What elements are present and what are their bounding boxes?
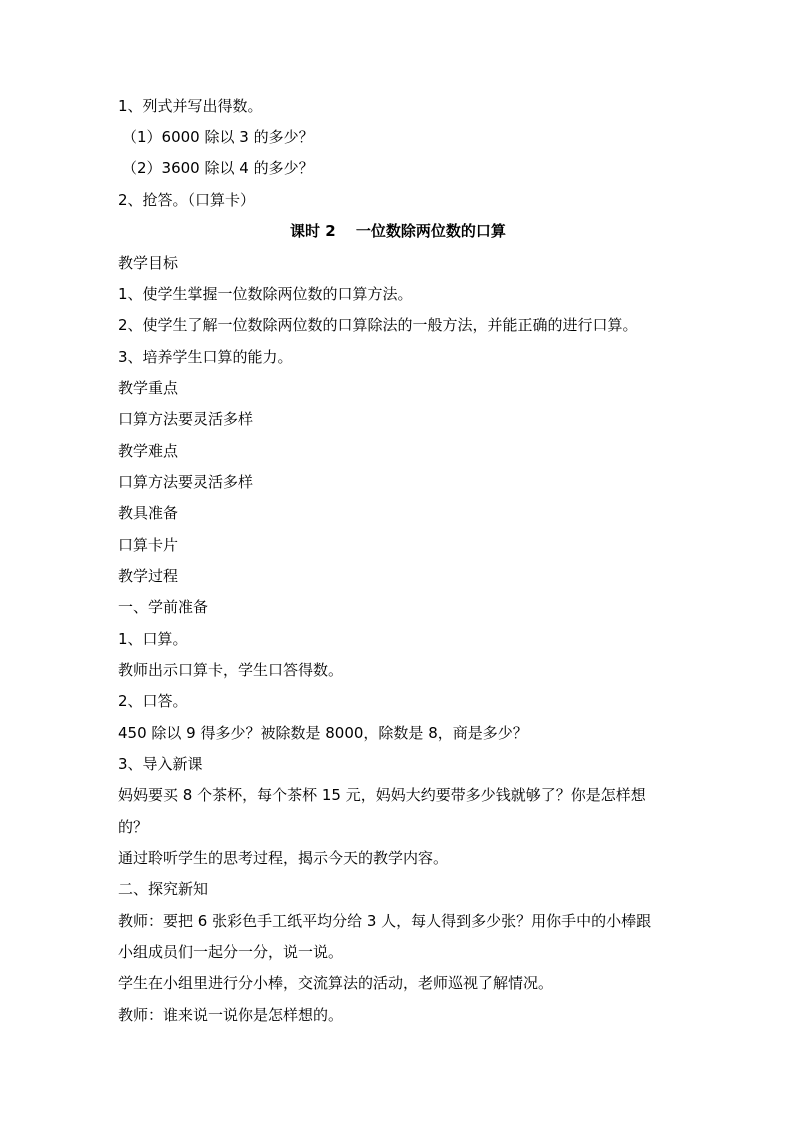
section-heading-goals: 教学目标 bbox=[118, 254, 179, 272]
goal-item-3: 3、培养学生口算的能力。 bbox=[118, 348, 293, 366]
process-step-3-text-line-1: 妈妈要买 8 个茶杯，每个茶杯 15 元，妈妈大约要带多少钱就够了？你是怎样想 bbox=[118, 786, 646, 804]
section-heading-materials: 教具准备 bbox=[118, 504, 179, 522]
explore-text-line-3: 学生在小组里进行分小棒，交流算法的活动，老师巡视了解情况。 bbox=[118, 974, 554, 992]
process-step-2-text: 450 除以 9 得多少？被除数是 8000，除数是 8，商是多少？ bbox=[118, 724, 528, 742]
process-step-2: 2、口答。 bbox=[118, 692, 188, 710]
explore-text-line-1: 教师：要把 6 张彩色手工纸平均分给 3 人，每人得到多少张？用你手中的小棒跟 bbox=[118, 912, 652, 930]
process-step-1-text: 教师出示口算卡，学生口答得数。 bbox=[118, 661, 344, 679]
process-part-2-heading: 二、探究新知 bbox=[118, 880, 209, 898]
key-points-text: 口算方法要灵活多样 bbox=[118, 410, 254, 428]
process-step-3: 3、导入新课 bbox=[118, 755, 203, 773]
materials-text: 口算卡片 bbox=[118, 536, 179, 554]
process-step-1: 1、口算。 bbox=[118, 630, 188, 648]
section-heading-difficulties: 教学难点 bbox=[118, 442, 179, 460]
goal-item-2: 2、使学生了解一位数除两位数的口算除法的一般方法，并能正确的进行口算。 bbox=[118, 316, 638, 334]
exercise-1-heading: 1、列式并写出得数。 bbox=[118, 97, 263, 115]
explore-text-line-2: 小组成员们一起分一分，说一说。 bbox=[118, 943, 344, 961]
process-step-3-summary: 通过聆听学生的思考过程，揭示今天的教学内容。 bbox=[118, 849, 449, 867]
section-heading-key-points: 教学重点 bbox=[118, 379, 179, 397]
exercise-1-item-2: （2）3600 除以 4 的多少？ bbox=[122, 159, 314, 177]
explore-text-line-4: 教师：谁来说一说你是怎样想的。 bbox=[118, 1006, 344, 1024]
lesson-title: 课时 2 一位数除两位数的口算 bbox=[290, 222, 506, 240]
goal-item-1: 1、使学生掌握一位数除两位数的口算方法。 bbox=[118, 285, 413, 303]
process-step-3-text-line-2: 的？ bbox=[118, 818, 149, 836]
exercise-1-item-1: （1）6000 除以 3 的多少？ bbox=[122, 128, 314, 146]
process-part-1-heading: 一、学前准备 bbox=[118, 598, 209, 616]
difficulties-text: 口算方法要灵活多样 bbox=[118, 473, 254, 491]
exercise-2-heading: 2、抢答。（口算卡） bbox=[118, 191, 256, 209]
section-heading-process: 教学过程 bbox=[118, 567, 179, 585]
